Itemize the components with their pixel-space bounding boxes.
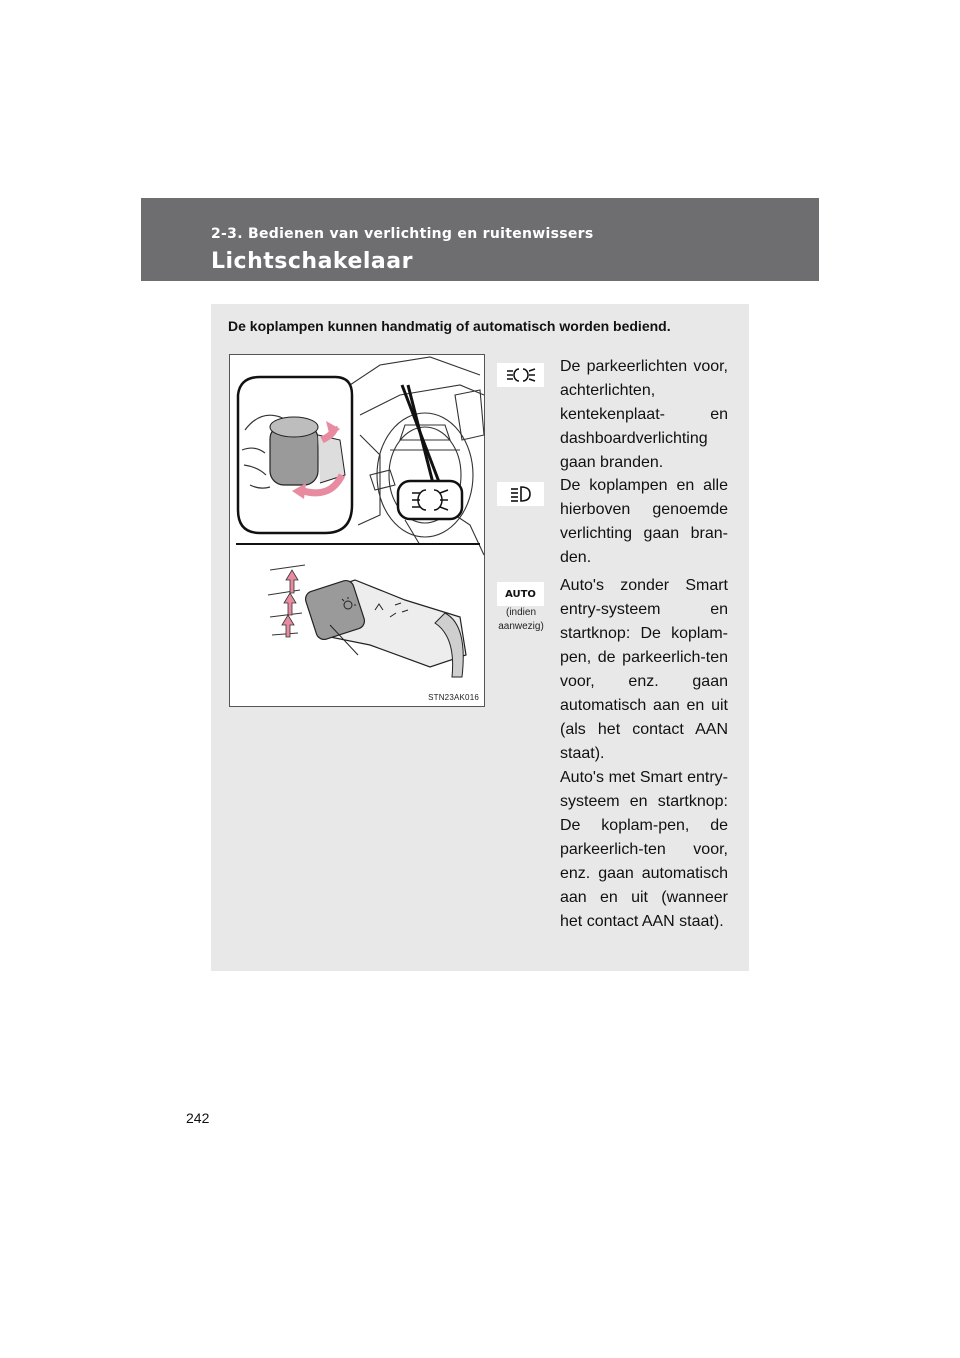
headlight-icon-glyph (509, 485, 533, 503)
section-label: 2-3. Bedienen van verlichting en ruitenwissers (211, 226, 594, 242)
figure-code: STN23AK016 (428, 693, 479, 702)
parking-lights-icon (497, 363, 544, 387)
intro-text: De koplampen kunnen handmatig of automatisch worden bediend. (228, 318, 671, 334)
description-auto-no-smart-entry: Auto's zonder Smart entry-systeem en startknop: De koplam-pen, de parkeerlich-ten voor, enz. gaan automatisch aan en uit (als het contact AAN staat). (560, 577, 728, 762)
light-switch-drawing (230, 355, 486, 708)
description-headlights: De koplampen en alle hierboven genoemde verlichting gaan bran-den. (560, 477, 728, 566)
parking-lights-icon-glyph (504, 366, 538, 384)
description-auto-smart-entry: Auto's met Smart entry-systeem en startknop: De koplam-pen, de parkeerlich-ten voor, enz. gaan automatisch aan en uit (wanneer het contact AAN staat). (560, 769, 728, 930)
auto-availability-note: (indien aanwezig) (498, 607, 544, 632)
auto-icon (497, 582, 544, 606)
headlight-icon (497, 482, 544, 506)
page-title: Lichtschakelaar (211, 249, 413, 274)
auto-icon-label: AUTO (505, 588, 536, 600)
description-parking-lights: De parkeerlichten voor, achterlichten, kentekenplaat- en dashboardverlichting gaan branden. (560, 358, 728, 471)
light-switch-illustration (229, 354, 485, 707)
page-number: 242 (186, 1110, 210, 1126)
